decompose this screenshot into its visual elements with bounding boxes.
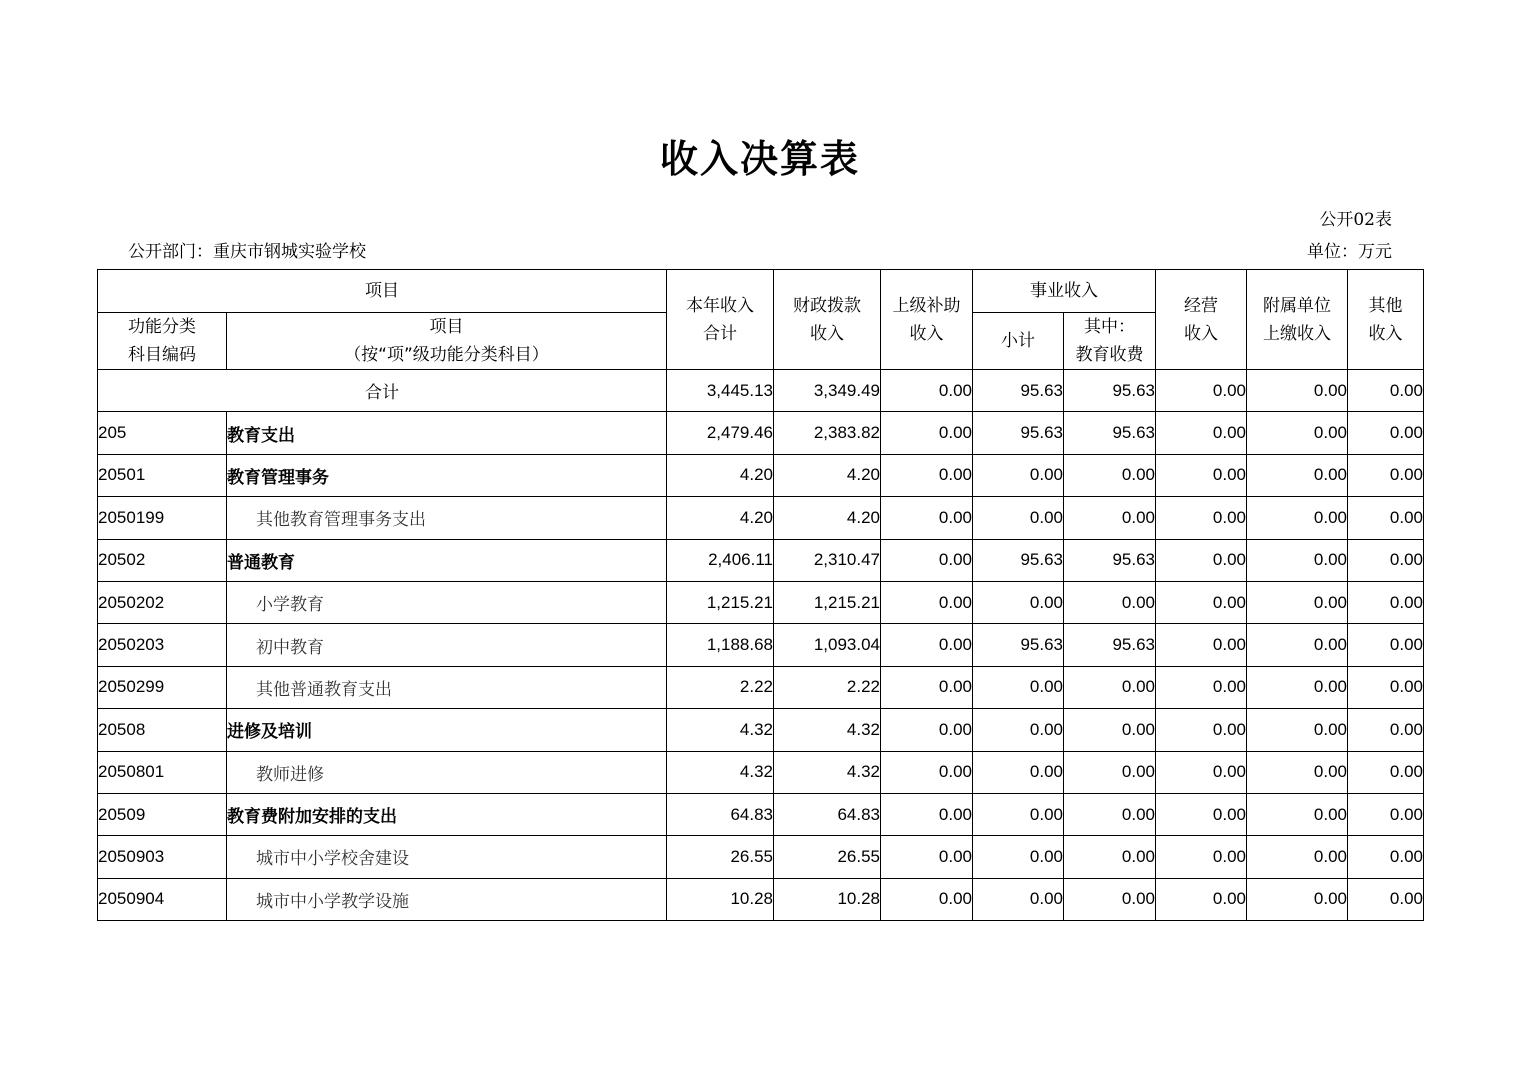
cell-name: 小学教育 — [227, 581, 667, 623]
total-row — [98, 370, 1424, 412]
cell-value: 0.00 — [1348, 454, 1424, 496]
cell-value: 0.00 — [1064, 836, 1156, 878]
cell-value: 0.00 — [881, 581, 973, 623]
cell-value: 0.00 — [1247, 539, 1348, 581]
cell-name: 教育费附加安排的支出 — [227, 793, 667, 835]
cell-value: 0.00 — [1156, 624, 1247, 666]
header-subtotal: 小计 — [973, 313, 1064, 370]
cell-code: 2050299 — [98, 666, 227, 708]
table-row — [98, 497, 1424, 539]
cell-value: 2,310.47 — [774, 539, 881, 581]
cell-value: 95.63 — [1064, 412, 1156, 454]
table-row — [98, 412, 1424, 454]
cell-value: 95.63 — [1064, 370, 1156, 412]
cell-value: 0.00 — [1156, 454, 1247, 496]
cell-value: 0.00 — [1064, 581, 1156, 623]
cell-value: 0.00 — [1348, 624, 1424, 666]
cell-value: 0.00 — [1348, 793, 1424, 835]
cell-value: 0.00 — [1156, 878, 1247, 920]
header-project: 项目 — [98, 270, 667, 313]
cell-value: 4.32 — [667, 709, 774, 751]
cell-value: 4.32 — [774, 709, 881, 751]
cell-value: 3,445.13 — [667, 370, 774, 412]
cell-value: 0.00 — [1348, 751, 1424, 793]
cell-value: 1,215.21 — [667, 581, 774, 623]
table-row — [98, 581, 1424, 623]
cell-value: 0.00 — [973, 454, 1064, 496]
cell-value: 0.00 — [1156, 581, 1247, 623]
cell-value: 0.00 — [1064, 497, 1156, 539]
cell-value: 0.00 — [881, 878, 973, 920]
cell-value: 1,093.04 — [774, 624, 881, 666]
cell-value: 0.00 — [881, 751, 973, 793]
cell-value: 0.00 — [1348, 581, 1424, 623]
table-row — [98, 624, 1424, 666]
cell-value: 0.00 — [1247, 412, 1348, 454]
cell-value: 0.00 — [881, 624, 973, 666]
cell-value: 0.00 — [881, 539, 973, 581]
income-statement-table — [97, 269, 1424, 921]
cell-value: 0.00 — [1064, 878, 1156, 920]
form-number: 公开02表 — [1319, 210, 1392, 230]
cell-value: 2.22 — [774, 666, 881, 708]
cell-value: 64.83 — [667, 793, 774, 835]
cell-name: 教师进修 — [227, 751, 667, 793]
cell-value: 0.00 — [881, 454, 973, 496]
cell-value: 0.00 — [881, 412, 973, 454]
department-label: 公开部门：重庆市钢城实验学校 — [128, 242, 366, 262]
cell-value: 0.00 — [1156, 539, 1247, 581]
cell-value: 0.00 — [973, 497, 1064, 539]
cell-value: 0.00 — [1247, 666, 1348, 708]
cell-value: 0.00 — [1064, 709, 1156, 751]
cell-value: 0.00 — [881, 709, 973, 751]
cell-value: 4.32 — [774, 751, 881, 793]
cell-value: 0.00 — [1156, 836, 1247, 878]
cell-value: 64.83 — [774, 793, 881, 835]
cell-value: 0.00 — [1156, 412, 1247, 454]
cell-name: 教育管理事务 — [227, 454, 667, 496]
cell-code: 20508 — [98, 709, 227, 751]
header-code: 功能分类 科目编码 — [98, 313, 227, 370]
header-total: 本年收入 合计 — [667, 270, 774, 370]
cell-value: 0.00 — [1064, 751, 1156, 793]
cell-name: 进修及培训 — [227, 709, 667, 751]
cell-value: 26.55 — [667, 836, 774, 878]
cell-value: 0.00 — [1247, 581, 1348, 623]
cell-value: 1,215.21 — [774, 581, 881, 623]
cell-value: 0.00 — [973, 709, 1064, 751]
cell-value: 1,188.68 — [667, 624, 774, 666]
cell-value: 0.00 — [1156, 751, 1247, 793]
cell-value: 0.00 — [1064, 454, 1156, 496]
header-name: 项目 （按“项”级功能分类科目） — [227, 313, 667, 370]
cell-code: 2050203 — [98, 624, 227, 666]
cell-code: 20502 — [98, 539, 227, 581]
cell-value: 0.00 — [881, 793, 973, 835]
header-operation: 经营 收入 — [1156, 270, 1247, 370]
cell-name: 教育支出 — [227, 412, 667, 454]
cell-value: 4.20 — [774, 454, 881, 496]
table-row — [98, 751, 1424, 793]
cell-value: 95.63 — [973, 624, 1064, 666]
header-business: 事业收入 — [973, 270, 1156, 313]
cell-value: 2,383.82 — [774, 412, 881, 454]
cell-value: 0.00 — [1156, 666, 1247, 708]
cell-value: 0.00 — [1348, 412, 1424, 454]
cell-value: 0.00 — [1247, 709, 1348, 751]
total-label: 合计 — [98, 370, 667, 412]
table-row — [98, 666, 1424, 708]
cell-value: 0.00 — [1247, 878, 1348, 920]
cell-value: 0.00 — [973, 793, 1064, 835]
cell-name: 城市中小学教学设施 — [227, 878, 667, 920]
cell-code: 20501 — [98, 454, 227, 496]
cell-name: 初中教育 — [227, 624, 667, 666]
table-row — [98, 836, 1424, 878]
cell-code: 2050903 — [98, 836, 227, 878]
cell-value: 0.00 — [1156, 793, 1247, 835]
cell-name: 普通教育 — [227, 539, 667, 581]
cell-value: 95.63 — [1064, 539, 1156, 581]
cell-value: 4.32 — [667, 751, 774, 793]
table-row — [98, 709, 1424, 751]
table-row — [98, 539, 1424, 581]
cell-value: 3,349.49 — [774, 370, 881, 412]
cell-value: 0.00 — [881, 666, 973, 708]
cell-code: 20509 — [98, 793, 227, 835]
cell-value: 0.00 — [1247, 751, 1348, 793]
cell-value: 0.00 — [1247, 836, 1348, 878]
cell-value: 10.28 — [774, 878, 881, 920]
cell-value: 2,406.11 — [667, 539, 774, 581]
cell-value: 0.00 — [1348, 539, 1424, 581]
cell-value: 2,479.46 — [667, 412, 774, 454]
cell-name: 其他普通教育支出 — [227, 666, 667, 708]
cell-value: 0.00 — [1348, 666, 1424, 708]
table-row — [98, 878, 1424, 920]
page-title: 收入决算表 — [659, 137, 860, 181]
cell-code: 2050202 — [98, 581, 227, 623]
cell-value: 4.20 — [667, 454, 774, 496]
cell-value: 2.22 — [667, 666, 774, 708]
cell-value: 0.00 — [973, 878, 1064, 920]
cell-value: 0.00 — [881, 370, 973, 412]
cell-name: 城市中小学校舍建设 — [227, 836, 667, 878]
table-row — [98, 454, 1424, 496]
cell-value: 0.00 — [1348, 878, 1424, 920]
cell-value: 0.00 — [881, 836, 973, 878]
cell-code: 2050801 — [98, 751, 227, 793]
cell-value: 0.00 — [1348, 370, 1424, 412]
cell-value: 0.00 — [1247, 370, 1348, 412]
cell-value: 0.00 — [1156, 370, 1247, 412]
table-row — [98, 793, 1424, 835]
cell-value: 0.00 — [1348, 709, 1424, 751]
cell-value: 0.00 — [1247, 497, 1348, 539]
cell-value: 95.63 — [973, 412, 1064, 454]
cell-value: 0.00 — [881, 497, 973, 539]
cell-value: 0.00 — [1247, 454, 1348, 496]
cell-value: 0.00 — [1247, 624, 1348, 666]
cell-value: 0.00 — [1156, 497, 1247, 539]
cell-name: 其他教育管理事务支出 — [227, 497, 667, 539]
cell-value: 95.63 — [973, 539, 1064, 581]
cell-value: 0.00 — [1064, 793, 1156, 835]
cell-code: 2050904 — [98, 878, 227, 920]
cell-value: 95.63 — [973, 370, 1064, 412]
cell-value: 0.00 — [973, 666, 1064, 708]
cell-value: 4.20 — [774, 497, 881, 539]
cell-value: 4.20 — [667, 497, 774, 539]
cell-value: 26.55 — [774, 836, 881, 878]
cell-value: 0.00 — [1156, 709, 1247, 751]
header-superior: 上级补助 收入 — [881, 270, 973, 370]
unit-label: 单位：万元 — [1307, 242, 1392, 262]
cell-value: 10.28 — [667, 878, 774, 920]
header-edu-fee: 其中： 教育收费 — [1064, 313, 1156, 370]
cell-code: 205 — [98, 412, 227, 454]
header-affiliated: 附属单位 上缴收入 — [1247, 270, 1348, 370]
header-fiscal: 财政拨款 收入 — [774, 270, 881, 370]
cell-value: 0.00 — [973, 581, 1064, 623]
cell-value: 0.00 — [973, 751, 1064, 793]
header-other: 其他 收入 — [1348, 270, 1424, 370]
cell-value: 0.00 — [1064, 666, 1156, 708]
cell-value: 0.00 — [1348, 497, 1424, 539]
cell-code: 2050199 — [98, 497, 227, 539]
cell-value: 0.00 — [1247, 793, 1348, 835]
cell-value: 0.00 — [1348, 836, 1424, 878]
cell-value: 95.63 — [1064, 624, 1156, 666]
cell-value: 0.00 — [973, 836, 1064, 878]
